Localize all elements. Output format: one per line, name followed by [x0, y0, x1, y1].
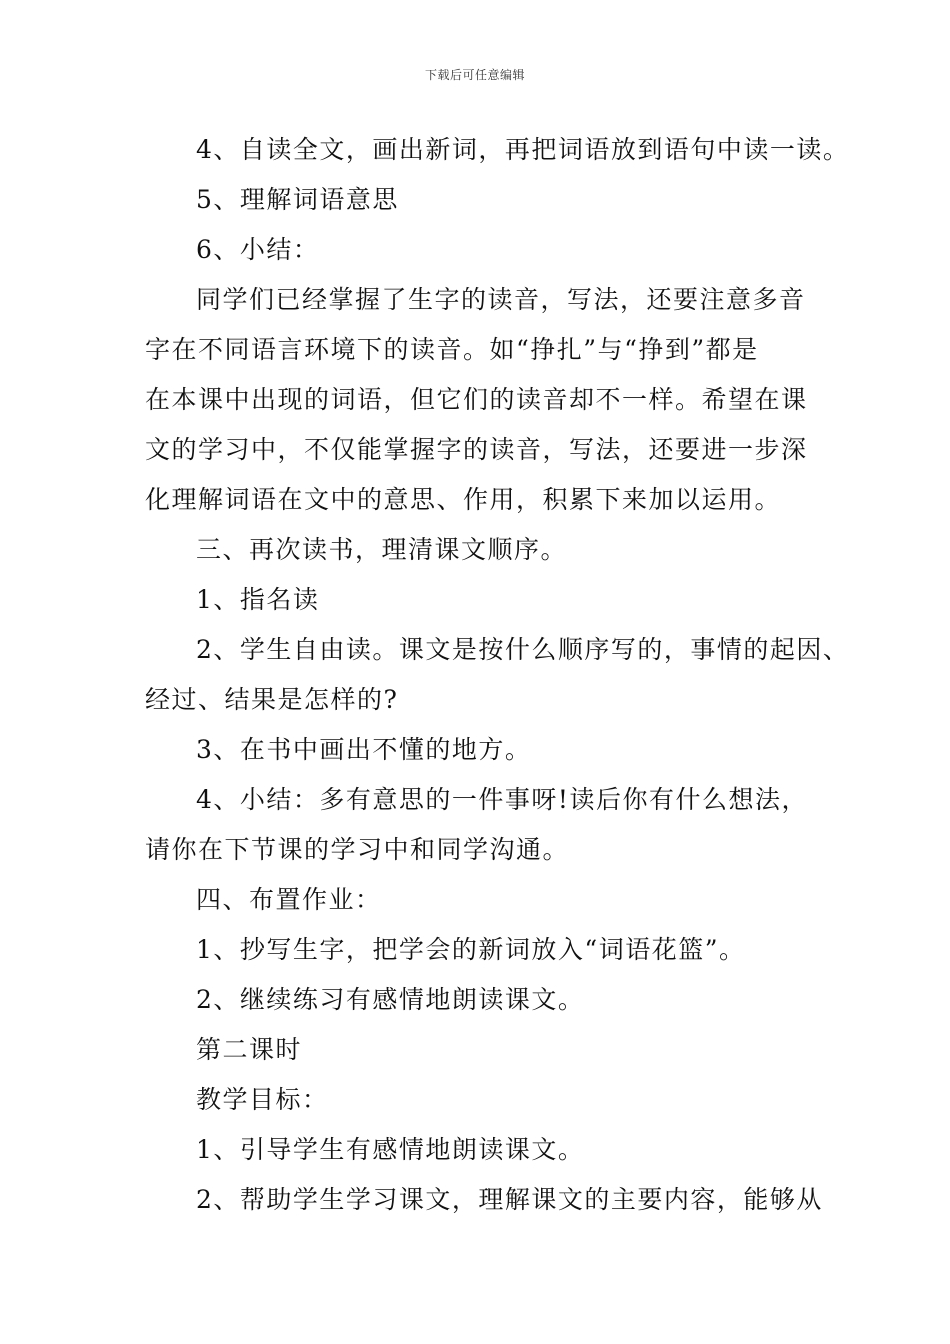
text-line: 经过、结果是怎样的? — [145, 685, 399, 714]
text-line: 1、抄写生字，把学会的新词放入“词语花篮”。 — [196, 935, 746, 964]
page-header: 下载后可任意编辑 — [424, 68, 525, 82]
text-line: 2、继续练习有感情地朗读课文。 — [196, 985, 585, 1014]
text-line: 第二课时 — [196, 1035, 303, 1064]
text-line: 化理解词语在文中的意思、作用，积累下来加以运用。 — [145, 485, 782, 514]
text-line: 四、布置作业： — [196, 885, 382, 914]
text-line: 4、小结：多有意思的一件事呀!读后你有什么想法， — [196, 785, 808, 814]
text-line: 三、再次读书，理清课文顺序。 — [196, 535, 568, 564]
text-line: 文的学习中，不仅能掌握字的读音，写法，还要进一步深 — [145, 435, 808, 464]
text-line: 1、引导学生有感情地朗读课文。 — [196, 1135, 585, 1164]
text-line: 3、在书中画出不懂的地方。 — [196, 735, 532, 764]
text-line: 5、理解词语意思 — [196, 185, 399, 214]
text-line: 2、学生自由读。课文是按什么顺序写的，事情的起因、 — [196, 635, 850, 664]
text-line: 在本课中出现的词语，但它们的读音却不一样。希望在课 — [145, 385, 808, 414]
text-line: 2、帮助学生学习课文，理解课文的主要内容，能够从 — [196, 1185, 823, 1214]
text-line: 6、小结： — [196, 235, 320, 264]
text-line: 1、指名读 — [196, 585, 320, 614]
text-line: 教学目标： — [196, 1085, 329, 1114]
text-line: 4、自读全文，画出新词，再把词语放到语句中读一读。 — [196, 135, 850, 164]
text-line: 同学们已经掌握了生字的读音，写法，还要注意多音 — [196, 285, 806, 314]
text-line: 请你在下节课的学习中和同学沟通。 — [145, 835, 570, 864]
text-line: 字在不同语言环境下的读音。如“挣扎”与“挣到”都是 — [145, 335, 759, 364]
